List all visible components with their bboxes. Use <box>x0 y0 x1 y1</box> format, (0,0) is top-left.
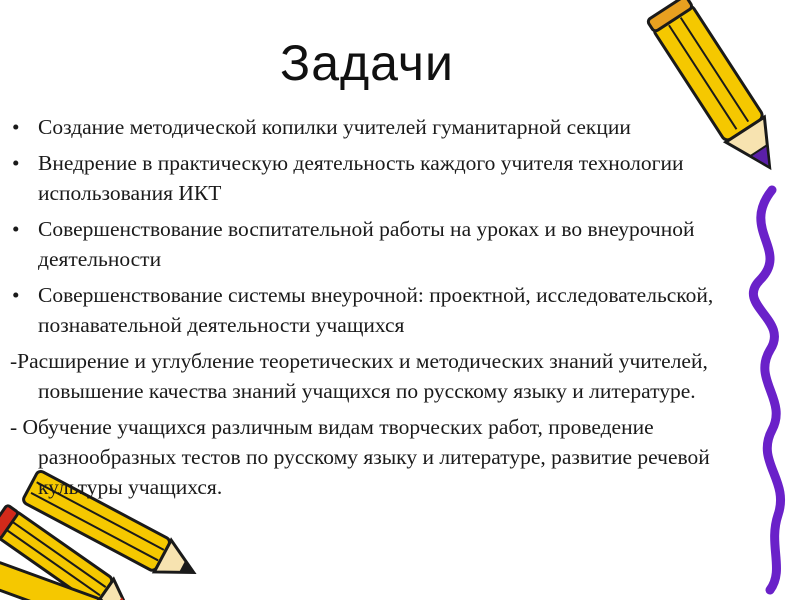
bullet-icon: • <box>12 283 20 307</box>
paragraph: - Обучение учащихся различным видам творческих работ, проведение разнообразных тестов по русскому языку и литературе, развитие речевой культуры учащихся. <box>10 415 710 499</box>
list-item <box>10 214 785 274</box>
list-item-text: Создание методической копилки учителей гуманитарной секции <box>38 115 631 139</box>
paragraph: -Расширение и углубление теоретических и методических знаний учителей, повышение качества знаний учащихся по русскому языку и литературе. <box>10 349 708 403</box>
list-item-text: Совершенствование воспитательной работы на уроках и во внеурочной деятельности <box>38 217 695 271</box>
list-item-text: Совершенствование системы внеурочной: проектной, исследовательской, познавательной деятельности учащихся <box>38 283 714 337</box>
bullet-icon: • <box>12 151 20 175</box>
bullet-icon: • <box>12 217 20 241</box>
list-item-text: Внедрение в практическую деятельность каждого учителя технологии использования ИКТ <box>38 151 684 205</box>
bullet-icon: • <box>12 115 20 139</box>
list-item <box>10 112 785 142</box>
slide-title: Задачи <box>280 35 454 91</box>
slide-body <box>10 112 785 508</box>
list-item <box>10 280 785 340</box>
bullet-list <box>10 112 785 340</box>
list-item <box>10 148 785 208</box>
